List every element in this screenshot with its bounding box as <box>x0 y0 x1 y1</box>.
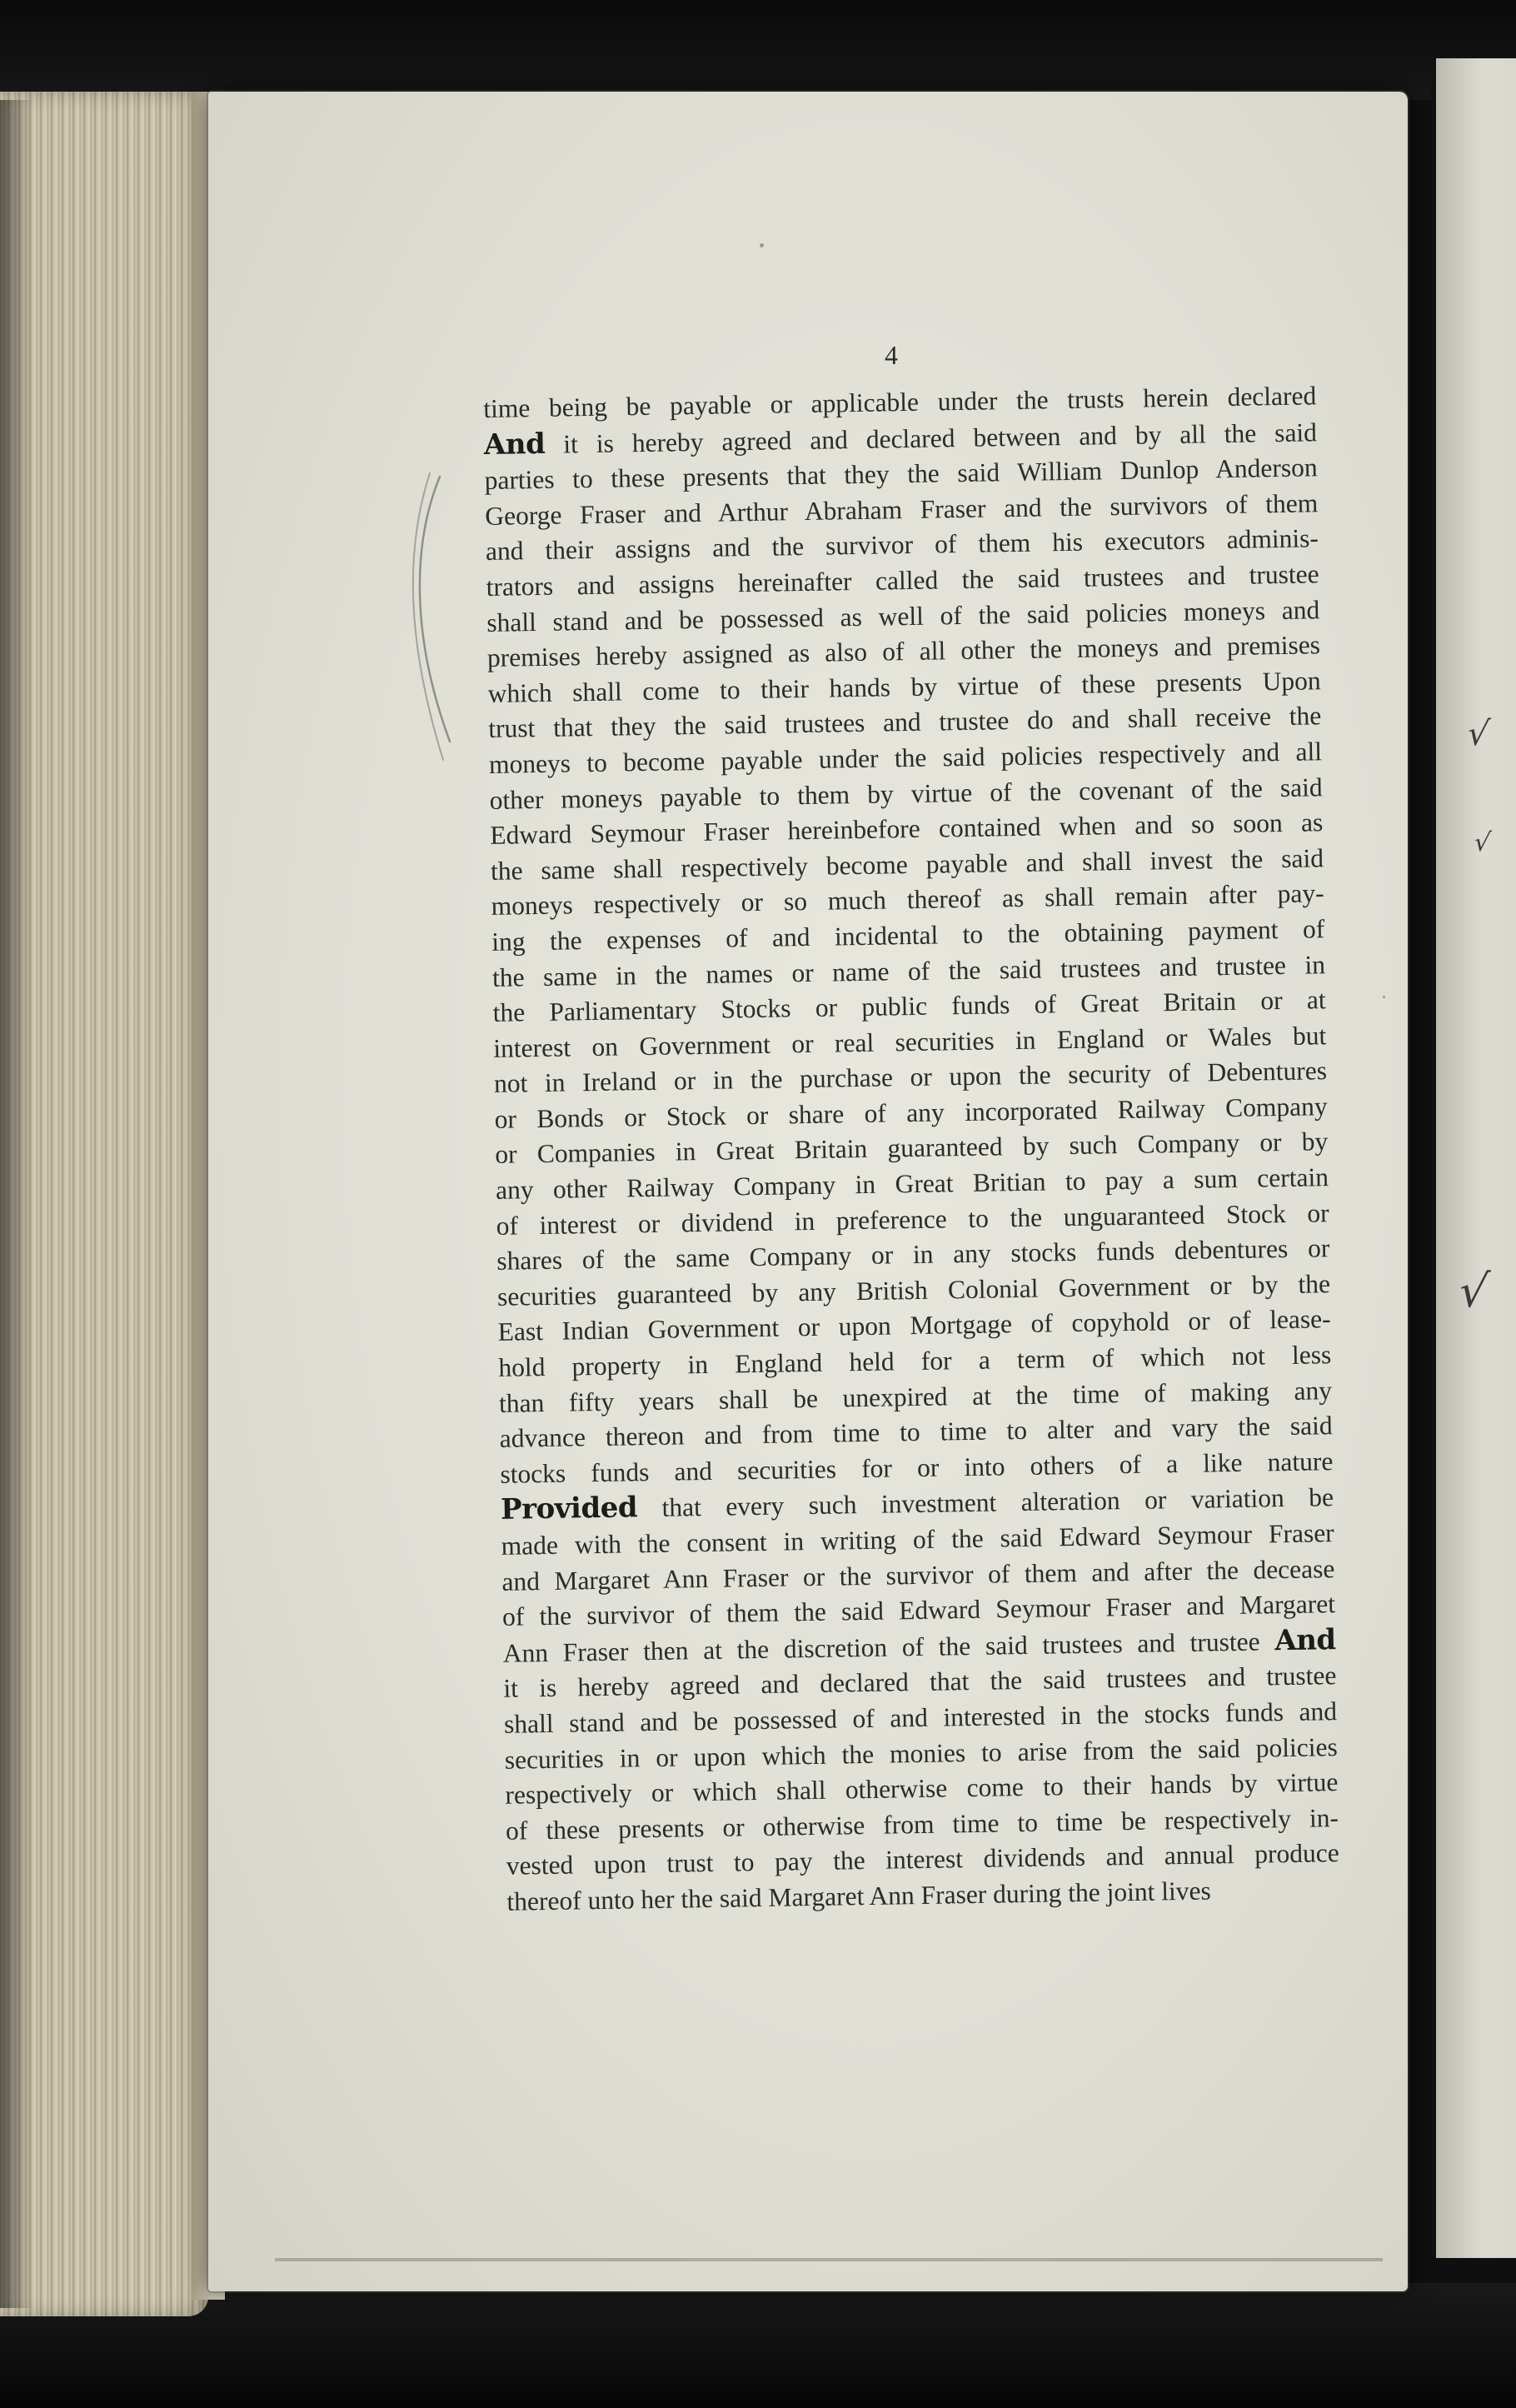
line-text: and their assigns and the survivor of them his executors adminis- <box>485 523 1319 567</box>
dark-background-bottom <box>0 2283 1516 2408</box>
line-text: hold property in England held for a term of which not less <box>498 1340 1332 1382</box>
line-text: interest on Government or real securities in England or Wales but <box>493 1020 1327 1063</box>
line-text: or Bonds or Stock or share of any incorporated Railway Company <box>494 1092 1328 1134</box>
line-text: respectively or which shall otherwise come to their hands by virtue <box>505 1767 1339 1810</box>
checkmark-icon: √ <box>1464 715 1492 753</box>
pencil-margin-bracket <box>391 467 483 767</box>
facing-page-edge <box>1431 58 1516 2258</box>
line-text: that every such investment alteration or variation be <box>636 1482 1334 1523</box>
line-text: trust that they the said trustees and trustee do and shall receive the <box>488 701 1322 744</box>
line-text: any other Railway Company in Great Britian to pay a sum certain <box>495 1162 1329 1205</box>
line-text: and Margaret Ann Fraser or the survivor of them and after the decease <box>501 1553 1335 1596</box>
line-text: moneys respectively or so much thereof as shall remain after pay- <box>491 878 1324 922</box>
line-text: vested upon trust to pay the interest dividends and annual produce <box>506 1838 1339 1881</box>
line-text: of the survivor of them the said Edward Seymour Fraser and Margaret <box>501 1589 1336 1632</box>
line-text: shall stand and be possessed of and interested in the stocks funds and <box>503 1696 1338 1739</box>
line-text: advance thereon and from time to time to alter and vary the said <box>499 1411 1333 1454</box>
line-text: Ann Fraser then at the discretion of the said trustees and trustee <box>502 1626 1275 1668</box>
line-text: of interest or dividend in preference to the unguaranteed Stock or <box>496 1197 1329 1241</box>
line-text: securities guaranteed by any British Colonial Government or by the <box>496 1269 1331 1311</box>
line-text: thereof unto her the said Margaret Ann Fraser during the joint lives <box>506 1876 1211 1916</box>
line-text: of these presents or otherwise from time to time be respectively in- <box>505 1802 1339 1846</box>
checkmark-icon: √ <box>1472 828 1493 857</box>
paper-speck <box>1383 996 1385 998</box>
blackletter-word: Provided <box>500 1491 638 1527</box>
line-text: time being be payable or applicable under the trusts herein declared <box>483 381 1317 423</box>
line-text: other moneys payable to them by virtue of the covenant of the said <box>489 772 1323 815</box>
line-text: shall stand and be possessed as well of the said policies moneys and <box>486 594 1320 637</box>
line-text: ing the expenses of and incidental to the obtaining payment of <box>491 914 1325 957</box>
line-text: not in Ireland or in the purchase or upon the security of Debentures <box>493 1056 1328 1099</box>
line-text: the same in the names or name of the said trustees and trustee in <box>491 949 1326 992</box>
line-text: premises hereby assigned as also of all other the moneys and premises <box>486 630 1321 673</box>
blackletter-word: And <box>483 427 546 462</box>
line-text: trators and assigns hereinafter called the said trustees and trustee <box>486 559 1319 602</box>
line-text: securities in or upon which the monies to arise from the said policies <box>504 1731 1338 1775</box>
line-text: moneys to become payable under the said policies respectively and all <box>488 737 1323 779</box>
page-bottom-edge <box>275 2258 1383 2261</box>
line-text: stocks funds and securities for or into others of a like nature <box>500 1446 1334 1489</box>
body-text <box>483 378 1340 1920</box>
line-text: it is hereby agreed and declared between and by all the said <box>545 417 1318 459</box>
line-text: than fifty years shall be unexpired at the time of making any <box>498 1375 1333 1418</box>
stack-shadow <box>0 100 33 2308</box>
line-text: shares of the same Company or in any stocks funds debentures or <box>496 1233 1330 1276</box>
checkmark-icon: √ <box>1455 1265 1492 1317</box>
line-text: which shall come to their hands by virtue of these presents Upon <box>487 666 1321 708</box>
paper-speck <box>760 243 764 247</box>
line-text: Edward Seymour Fraser hereinbefore contained when and so soon as <box>490 807 1324 851</box>
line-text: the Parliamentary Stocks or public funds of Great Britain or at <box>492 985 1326 1027</box>
line-text: the same shall respectively become payable and shall invest the said <box>490 842 1324 886</box>
line-text: it is hereby agreed and declared that the said trustees and trustee <box>503 1661 1337 1704</box>
line-text: East Indian Government or upon Mortgage of copyhold or of lease- <box>497 1304 1331 1347</box>
page-number: 4 <box>885 340 898 370</box>
line-text: George Fraser and Arthur Abraham Fraser and the survivors of them <box>485 488 1319 531</box>
line-text: made with the consent in writing of the said Edward Seymour Fraser <box>501 1518 1334 1561</box>
line-text: parties to these presents that they the said William Dunlop Anderson <box>484 452 1318 496</box>
blackletter-word: And <box>1274 1622 1336 1658</box>
line-text: or Companies in Great Britain guaranteed by such Company or by <box>495 1127 1329 1170</box>
dark-background <box>0 0 1516 100</box>
